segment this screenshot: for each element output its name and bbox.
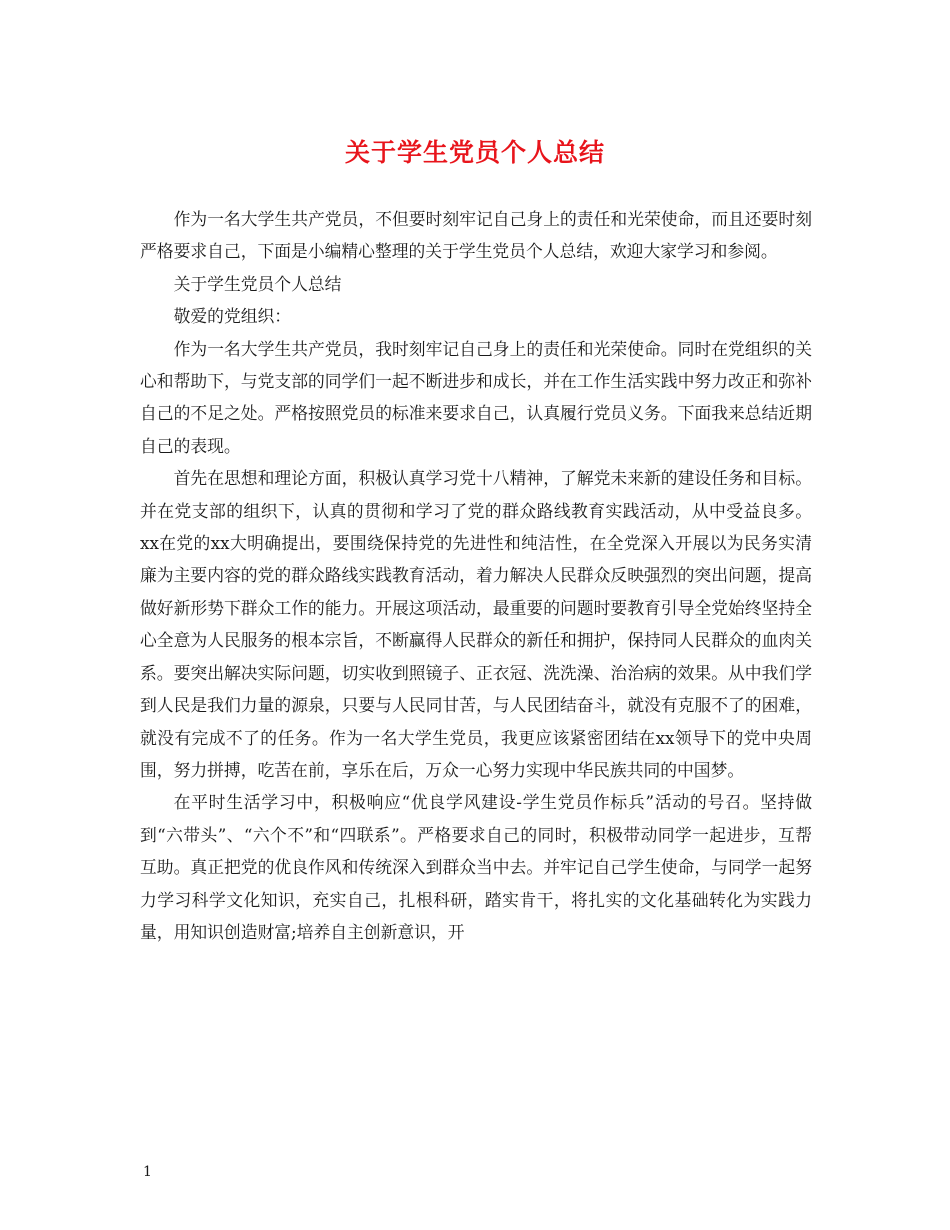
body-paragraph: 作为一名大学生共产党员，我时刻牢记自己身上的责任和光荣使命。同时在党组织的关心和帮助下，与党支部的同学们一起不断进步和成长，并在工作生活实践中努力改正和弥补自己的不足之处。严格按照党员的标准来要求自己，认真履行党员义务。下面我来总结近期自己的表现。 xyxy=(140,338,812,456)
page-number: 1 xyxy=(143,1164,152,1180)
body-paragraph: 首先在思想和理论方面，积极认真学习党十八精神，了解党未来新的建设任务和目标。并在党支部的组织下，认真的贯彻和学习了党的群众路线教育实践活动，从中受益良多。xx在党的xx大明确提出，要围绕保持党的先进性和纯洁性，在全党深入开展以为民务实清廉为主要内容的党的群众路线实践教育活动，着力解决人民群众反映强烈的突出问题，提高做好新形势下群众工作的能力。开展这项活动，最重要的问题时要教育引导全党始终坚持全心全意为人民服务的根本宗旨，不断赢得人民群众的新任和拥护，保持同人民群众的血肉关系。要突出解决实际问题，切实收到照镜子、正衣冠、洗洗澡、治治病的效果。从中我们学到人民是我们力量的源泉，只要与人民同甘苦，与人民团结奋斗，就没有克服不了的困难，就没有完成不了的任务。作为一名大学生党员，我更应该紧密团结在xx领导下的党中央周围，努力拼搏，吃苦在前，享乐在后，万众一心努力实现中华民族共同的中国梦。 xyxy=(140,468,812,780)
salutation-line: 敬爱的党组织： xyxy=(173,306,292,327)
subtitle-line: 关于学生党员个人总结 xyxy=(173,273,342,294)
intro-paragraph: 作为一名大学生共产党员，不但要时刻牢记自己身上的责任和光荣使命，而且还要时刻严格要求自己，下面是小编精心整理的关于学生党员个人总结，欢迎大家学习和参阅。 xyxy=(140,209,812,262)
body-paragraph: 在平时生活学习中，积极响应“优良学风建设-学生党员作标兵”活动的号召。坚持做到“六带头”、“六个不”和“四联系”。严格要求自己的同时，积极带动同学一起进步，互帮互助。真正把党的优良作风和传统深入到群众当中去。并牢记自己学生使命，与同学一起努力学习科学文化知识，充实自己，扎根科研，踏实肯干，将扎实的文化基础转化为实践力量，用知识创造财富;培养自主创新意识，开 xyxy=(140,792,812,942)
document-body xyxy=(140,203,812,948)
page-title: 关于学生党员个人总结 xyxy=(344,138,605,167)
